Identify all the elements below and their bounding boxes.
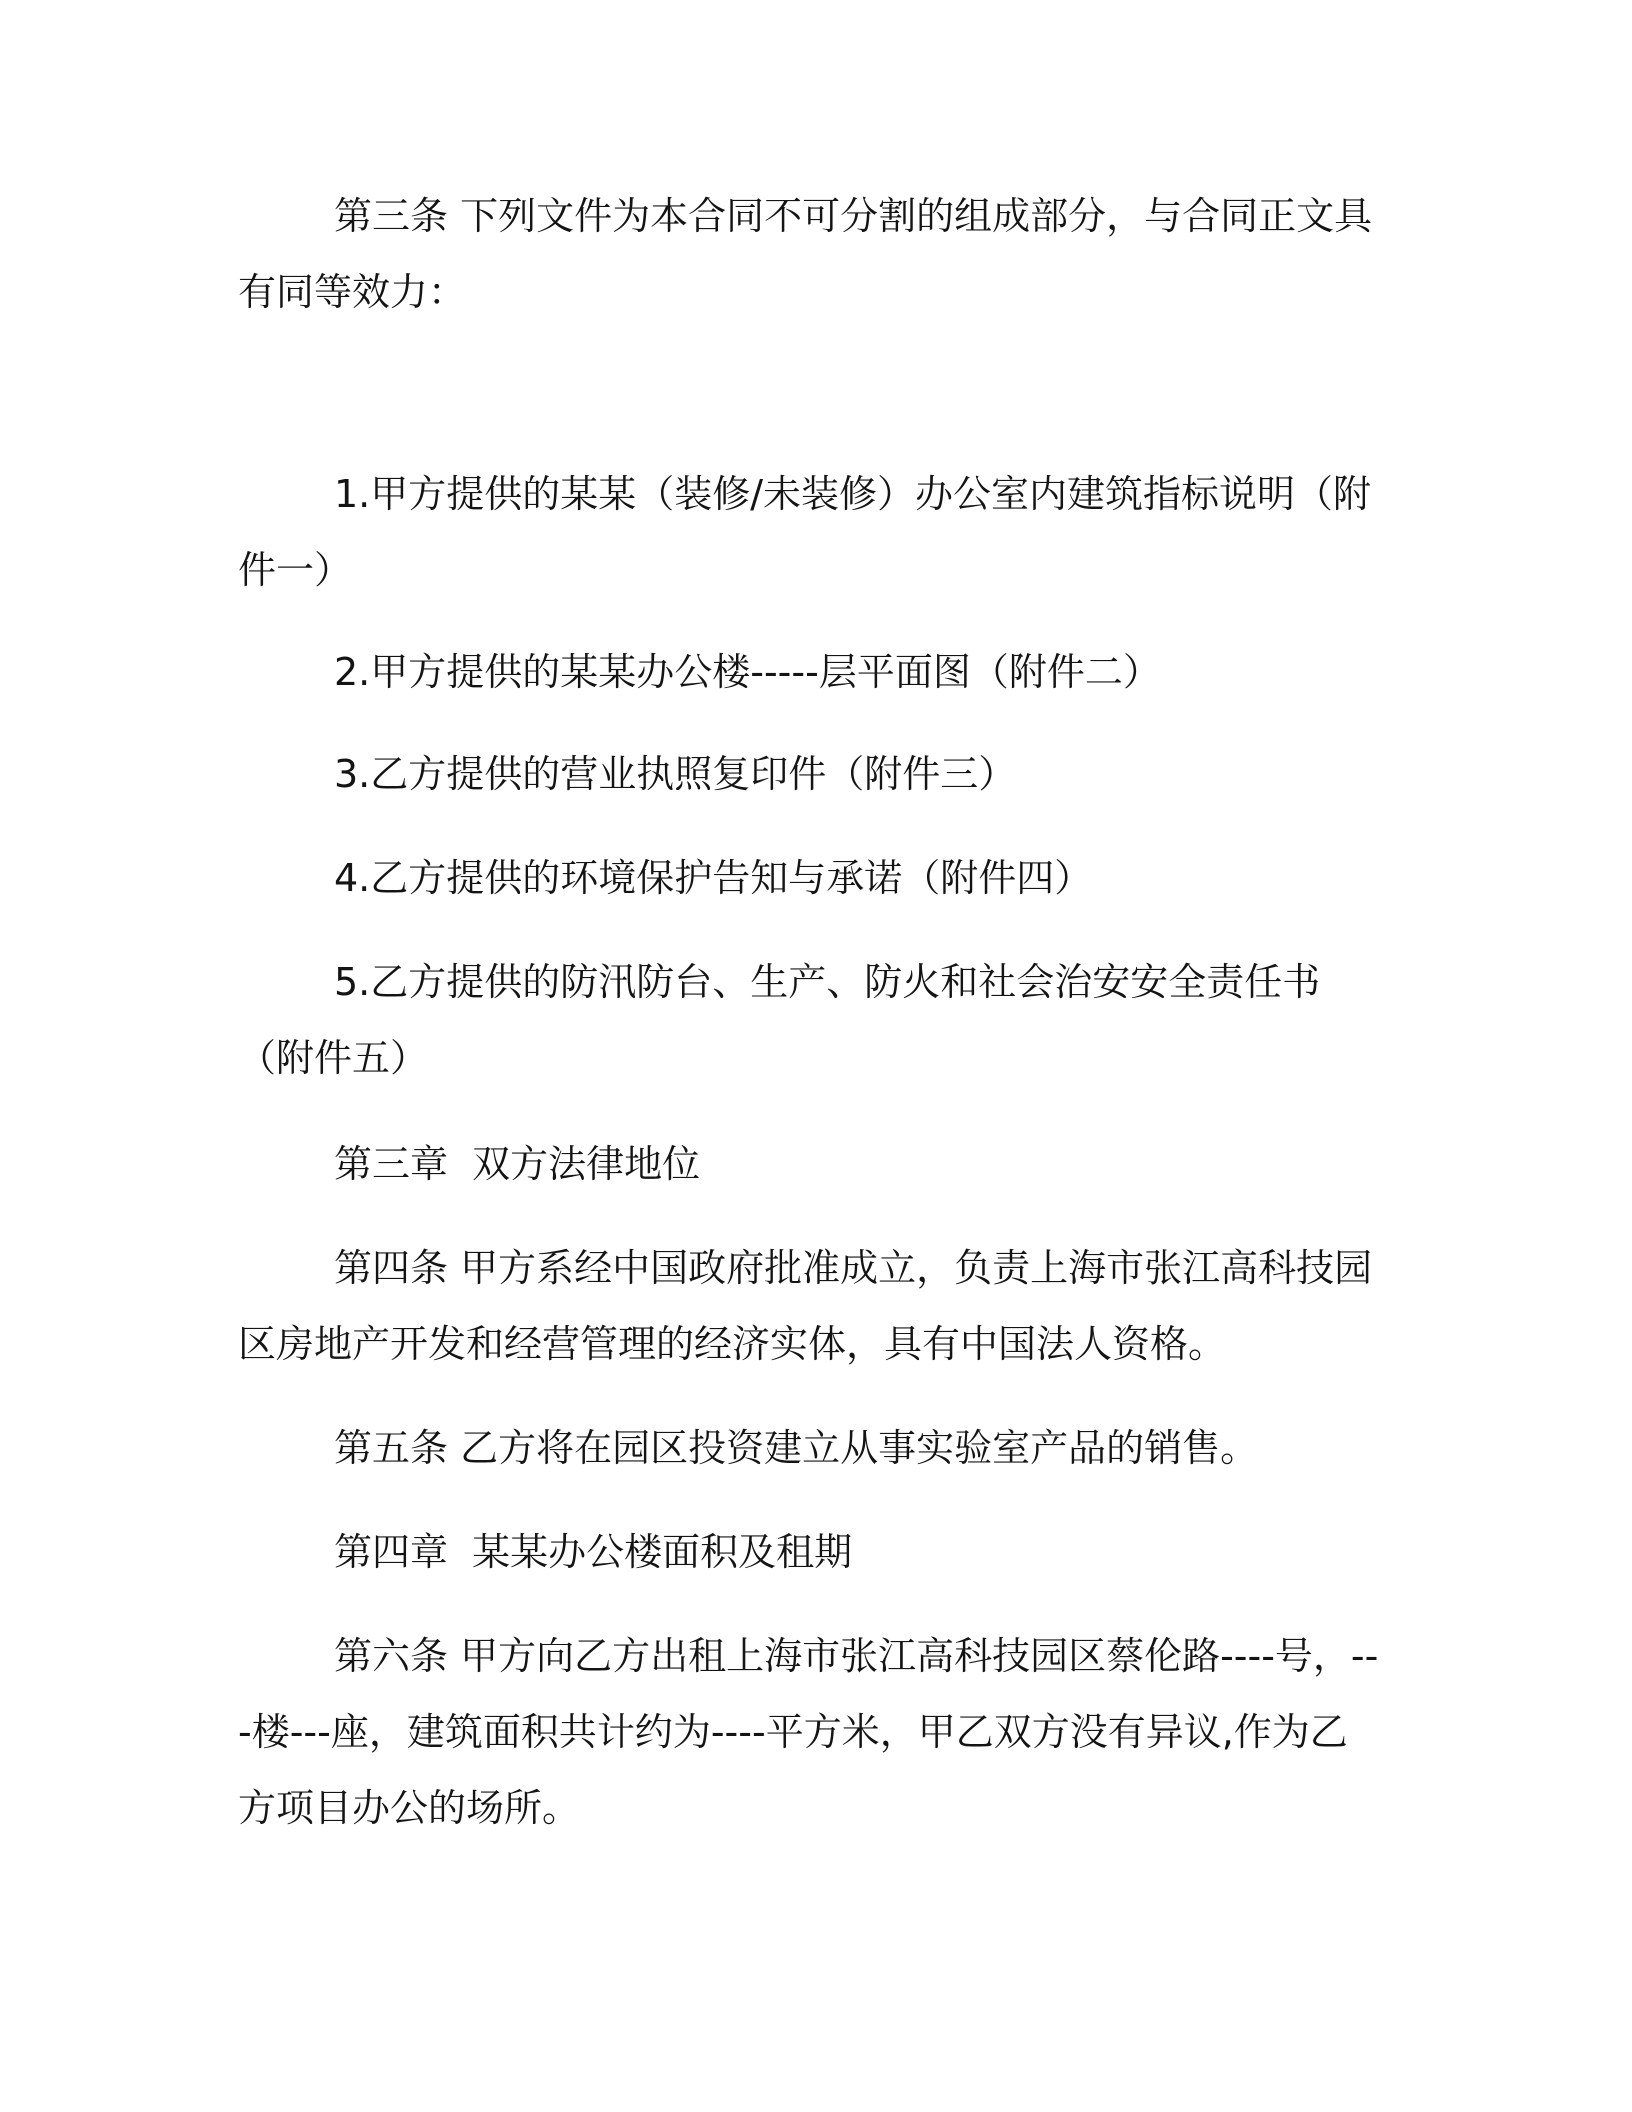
chapter-4-heading: 第四章 某某办公楼面积及租期 [334,1530,853,1574]
chapter-3-heading: 第三章 双方法律地位 [334,1142,701,1186]
attachment-item-4: 4.乙方提供的环境保护告知与承诺（附件四） [334,856,1093,900]
attachment-item-5: 5.乙方提供的防汛防台、生产、防火和社会治安安全责任书（附件五） [238,960,1321,1080]
attachment-item-2: 2.甲方提供的某某办公楼-----层平面图（附件二） [334,650,1161,694]
article-6-paragraph: 第六条 甲方向乙方出租上海市张江高科技园区蔡伦路----号，---楼---座，建筑面积共计约为----平方米，甲乙双方没有异议,作为乙方项目办公的场所。 [238,1634,1379,1830]
attachment-item-3: 3.乙方提供的营业执照复印件（附件三） [334,752,1017,796]
article-5-paragraph: 第五条 乙方将在园区投资建立从事实验室产品的销售。 [334,1426,1259,1470]
article-3-paragraph: 第三条 下列文件为本合同不可分割的组成部分，与合同正文具有同等效力： [238,194,1373,314]
article-4-paragraph: 第四条 甲方系经中国政府批准成立，负责上海市张江高科技园区房地产开发和经营管理的经济实体，具有中国法人资格。 [238,1246,1373,1366]
attachment-item-1: 1.甲方提供的某某（装修/未装修）办公室内建筑指标说明（附件一） [238,472,1372,592]
